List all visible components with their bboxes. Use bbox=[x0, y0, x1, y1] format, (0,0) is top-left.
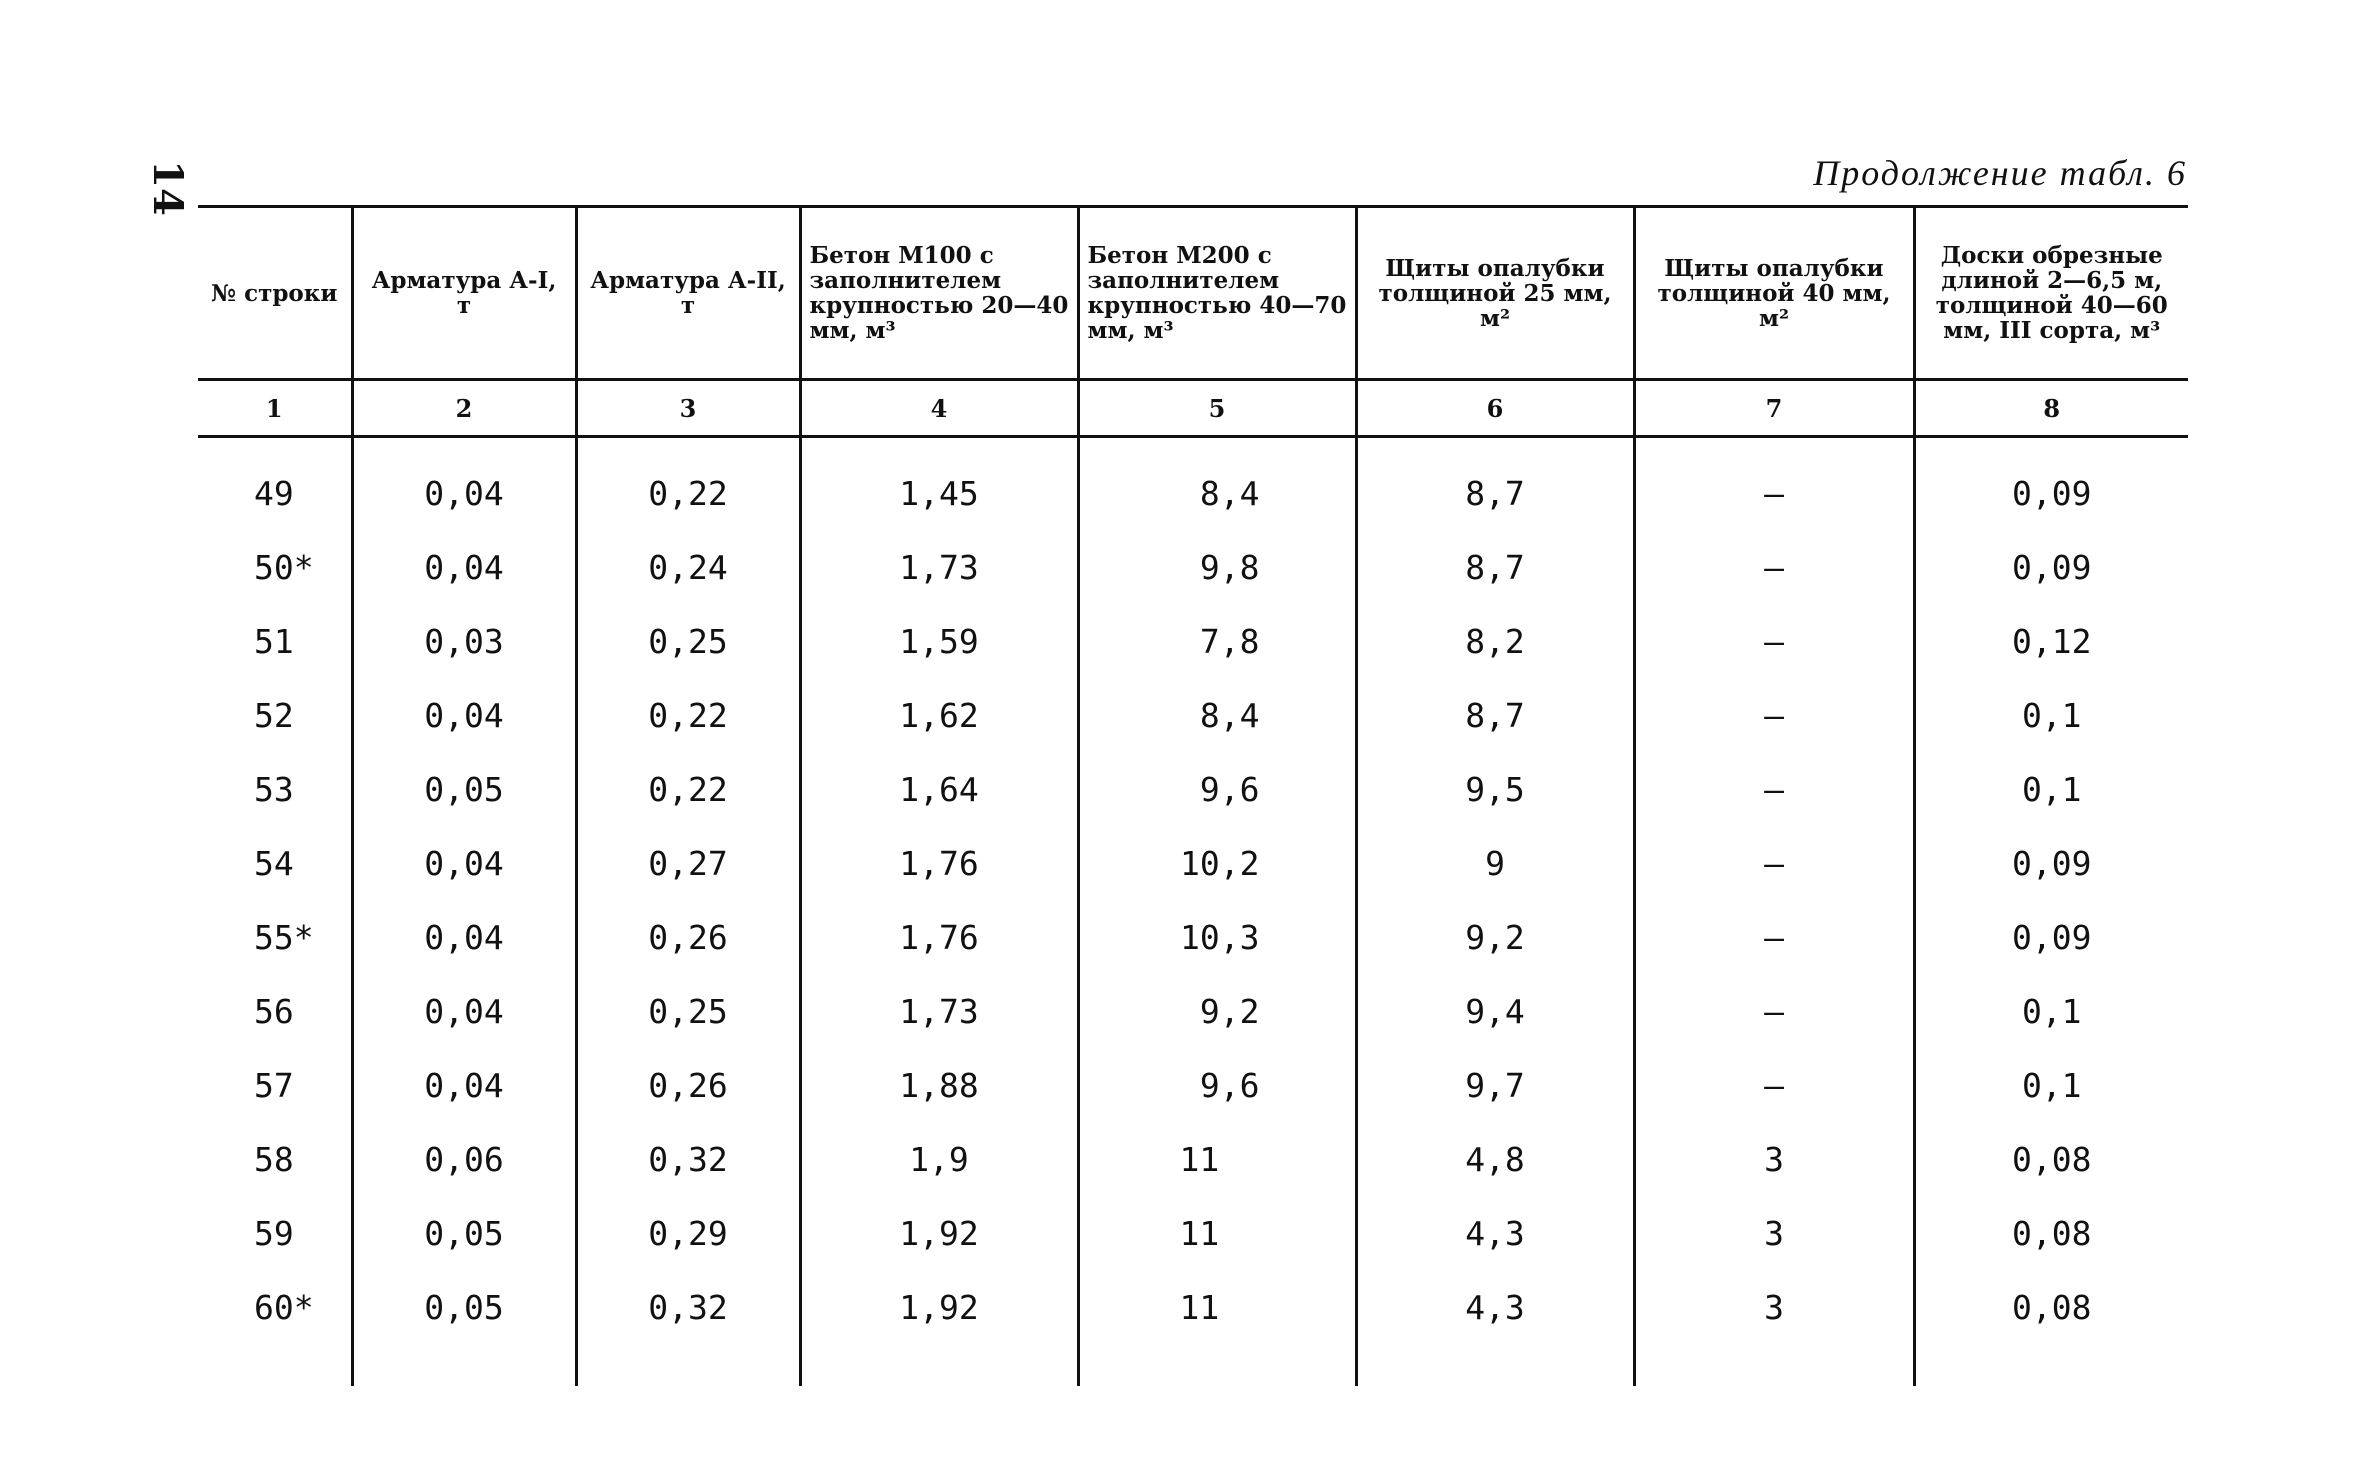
cell-row-number: 56 bbox=[254, 991, 294, 1031]
table-row bbox=[198, 456, 2188, 530]
cell: 4,3 bbox=[1356, 1196, 1634, 1270]
column-number: 2 bbox=[352, 380, 576, 437]
cell: 9,2 bbox=[1356, 900, 1634, 974]
cell: 0,05 bbox=[352, 752, 576, 826]
cell-row-number: 53 bbox=[254, 769, 294, 809]
cell: 0,04 bbox=[352, 900, 576, 974]
cell: 0,22 bbox=[576, 456, 800, 530]
cell: 0,22 bbox=[576, 752, 800, 826]
header-rebar-a1: Арматура А-I, т bbox=[352, 207, 576, 380]
table-row bbox=[198, 1122, 2188, 1196]
table-row bbox=[198, 752, 2188, 826]
cell: 8,2 bbox=[1356, 604, 1634, 678]
table-row bbox=[198, 1196, 2188, 1270]
cell-row-number: 52 bbox=[254, 695, 294, 735]
cell: 0,08 bbox=[1914, 1270, 2188, 1344]
cell: 0,04 bbox=[352, 530, 576, 604]
cell: 0,32 bbox=[576, 1270, 800, 1344]
cell: 0,1 bbox=[1914, 974, 2188, 1048]
cell-row-number: 51 bbox=[254, 621, 294, 661]
column-number: 3 bbox=[576, 380, 800, 437]
column-number: 5 bbox=[1078, 380, 1356, 437]
cell: 9,7 bbox=[1356, 1048, 1634, 1122]
cell: — bbox=[1634, 530, 1914, 604]
table-row bbox=[198, 678, 2188, 752]
cell: 1,73 bbox=[800, 530, 1078, 604]
cell: 0,09 bbox=[1914, 456, 2188, 530]
cell-row-number: 58 bbox=[254, 1139, 294, 1179]
cell: 0,24 bbox=[576, 530, 800, 604]
header-row-number: № строки bbox=[198, 207, 352, 380]
cell: — bbox=[1634, 1048, 1914, 1122]
cell: 0,09 bbox=[1914, 826, 2188, 900]
cell: 0,22 bbox=[576, 678, 800, 752]
cell: 1,76 bbox=[800, 900, 1078, 974]
cell: 4,8 bbox=[1356, 1122, 1634, 1196]
cell-row-number: 60* bbox=[254, 1287, 314, 1327]
cell: 1,92 bbox=[800, 1196, 1078, 1270]
cell: 1,45 bbox=[800, 456, 1078, 530]
cell: 0,29 bbox=[576, 1196, 800, 1270]
table-row bbox=[198, 900, 2188, 974]
cell: — bbox=[1634, 456, 1914, 530]
table-row bbox=[198, 1270, 2188, 1344]
cell: 10,2 bbox=[1078, 826, 1356, 900]
cell: 8,4 bbox=[1078, 678, 1356, 752]
cell-row-number: 59 bbox=[254, 1213, 294, 1253]
column-number: 7 bbox=[1634, 380, 1914, 437]
cell: 1,64 bbox=[800, 752, 1078, 826]
cell: 0,25 bbox=[576, 604, 800, 678]
cell: — bbox=[1634, 604, 1914, 678]
cell: 0,08 bbox=[1914, 1122, 2188, 1196]
cell: 9,4 bbox=[1356, 974, 1634, 1048]
cell: — bbox=[1634, 974, 1914, 1048]
cell: — bbox=[1634, 826, 1914, 900]
cell: 8,7 bbox=[1356, 530, 1634, 604]
cell: 9,6 bbox=[1078, 1048, 1356, 1122]
column-number: 1 bbox=[198, 380, 352, 437]
cell: 3 bbox=[1634, 1196, 1914, 1270]
cell: 0,04 bbox=[352, 456, 576, 530]
cell: 11 bbox=[1078, 1270, 1356, 1344]
column-number: 8 bbox=[1914, 380, 2188, 437]
column-number: 4 bbox=[800, 380, 1078, 437]
cell-row-number: 49 bbox=[254, 473, 294, 513]
table-row bbox=[198, 974, 2188, 1048]
header-row bbox=[198, 207, 2188, 380]
header-boards: Доски обрезные длиной 2—6,5 м, толщиной 40—60 мм, III сорта, м³ bbox=[1914, 207, 2188, 380]
cell: 3 bbox=[1634, 1270, 1914, 1344]
cell: 8,7 bbox=[1356, 456, 1634, 530]
cell: 0,1 bbox=[1914, 752, 2188, 826]
cell: — bbox=[1634, 678, 1914, 752]
cell: 9 bbox=[1356, 826, 1634, 900]
cell: 0,05 bbox=[352, 1270, 576, 1344]
cell: 0,04 bbox=[352, 1048, 576, 1122]
cell: 0,09 bbox=[1914, 900, 2188, 974]
cell: — bbox=[1634, 752, 1914, 826]
cell: 0,04 bbox=[352, 678, 576, 752]
page-number: 14 bbox=[144, 160, 192, 216]
cell: 9,6 bbox=[1078, 752, 1356, 826]
cell: 9,5 bbox=[1356, 752, 1634, 826]
cell: 0,04 bbox=[352, 974, 576, 1048]
cell: 1,62 bbox=[800, 678, 1078, 752]
table-row bbox=[198, 604, 2188, 678]
cell: 7,8 bbox=[1078, 604, 1356, 678]
header-concrete-m100: Бетон М100 с заполнителем крупностью 20—40 мм, м³ bbox=[800, 207, 1078, 380]
cell: — bbox=[1634, 900, 1914, 974]
cell: 9,2 bbox=[1078, 974, 1356, 1048]
table-row bbox=[198, 826, 2188, 900]
cell: 0,32 bbox=[576, 1122, 800, 1196]
cell: 0,12 bbox=[1914, 604, 2188, 678]
cell: 1,73 bbox=[800, 974, 1078, 1048]
materials-table-container bbox=[198, 205, 2188, 1355]
cell-row-number: 55* bbox=[254, 917, 314, 957]
cell: 8,4 bbox=[1078, 456, 1356, 530]
cell: 1,76 bbox=[800, 826, 1078, 900]
cell: 0,26 bbox=[576, 1048, 800, 1122]
header-rebar-a2: Арматура А-II, т bbox=[576, 207, 800, 380]
cell-row-number: 57 bbox=[254, 1065, 294, 1105]
cell: 0,1 bbox=[1914, 678, 2188, 752]
cell: 9,8 bbox=[1078, 530, 1356, 604]
table-row bbox=[198, 1048, 2188, 1122]
cell: 0,26 bbox=[576, 900, 800, 974]
cell: 1,92 bbox=[800, 1270, 1078, 1344]
cell: 0,08 bbox=[1914, 1196, 2188, 1270]
cell: 1,59 bbox=[800, 604, 1078, 678]
column-number-row bbox=[198, 380, 2188, 437]
cell: 0,09 bbox=[1914, 530, 2188, 604]
cell: 0,03 bbox=[352, 604, 576, 678]
cell: 10,3 bbox=[1078, 900, 1356, 974]
cell: 3 bbox=[1634, 1122, 1914, 1196]
cell: 0,06 bbox=[352, 1122, 576, 1196]
cell: 1,9 bbox=[800, 1122, 1078, 1196]
cell-row-number: 54 bbox=[254, 843, 294, 883]
cell: 0,04 bbox=[352, 826, 576, 900]
materials-table bbox=[198, 205, 2188, 1386]
header-concrete-m200: Бетон М200 с заполнителем крупностью 40—70 мм, м³ bbox=[1078, 207, 1356, 380]
cell: 11 bbox=[1078, 1196, 1356, 1270]
header-formwork-25: Щиты опалубки толщиной 25 мм, м² bbox=[1356, 207, 1634, 380]
cell: 8,7 bbox=[1356, 678, 1634, 752]
cell: 1,88 bbox=[800, 1048, 1078, 1122]
cell-row-number: 50* bbox=[254, 547, 314, 587]
cell: 4,3 bbox=[1356, 1270, 1634, 1344]
cell: 0,25 bbox=[576, 974, 800, 1048]
cell: 11 bbox=[1078, 1122, 1356, 1196]
header-formwork-40: Щиты опалубки толщиной 40 мм, м² bbox=[1634, 207, 1914, 380]
column-number: 6 bbox=[1356, 380, 1634, 437]
table-row bbox=[198, 530, 2188, 604]
cell: 0,27 bbox=[576, 826, 800, 900]
table-continuation-caption: Продолжение табл. 6 bbox=[1813, 153, 2187, 193]
cell: 0,1 bbox=[1914, 1048, 2188, 1122]
cell: 0,05 bbox=[352, 1196, 576, 1270]
